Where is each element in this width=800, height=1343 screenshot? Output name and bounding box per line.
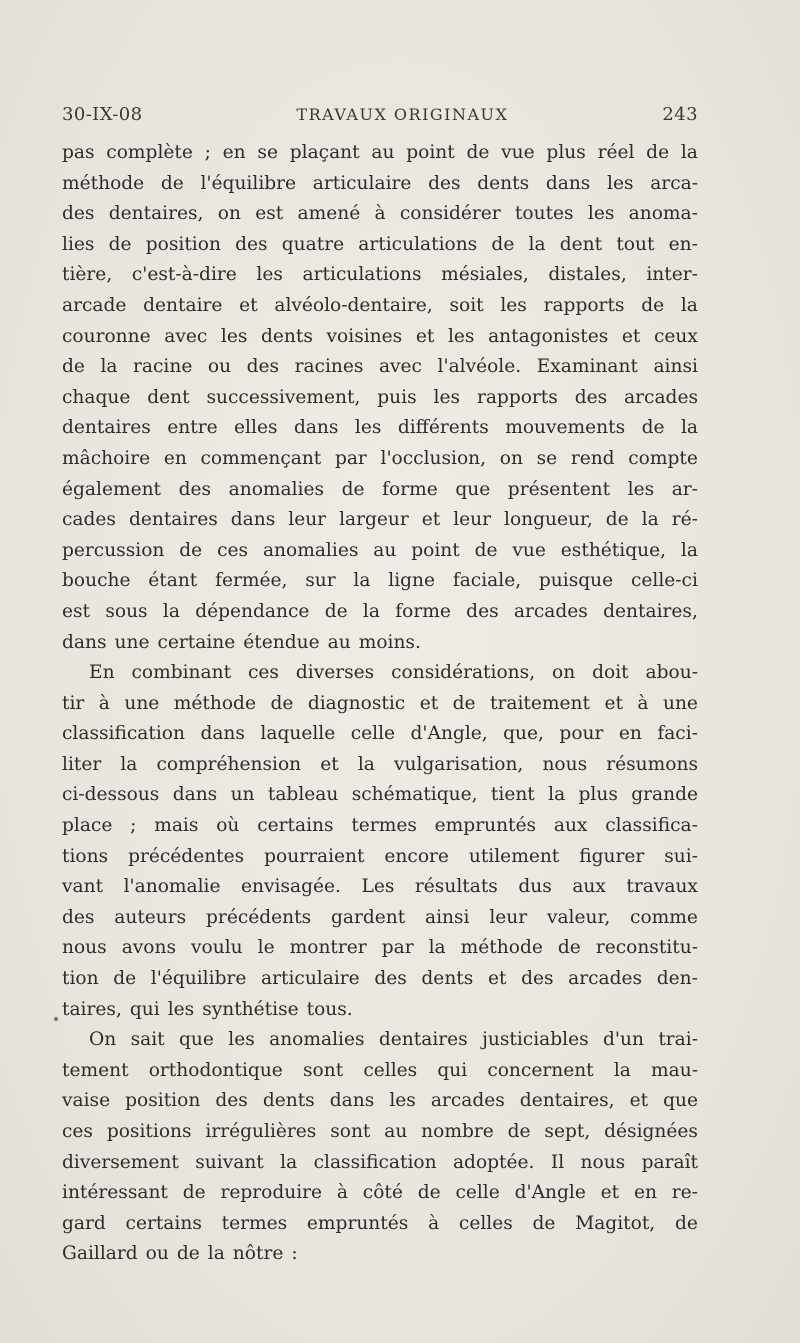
- paragraph: [62, 658, 698, 1025]
- text-line: lies de position des quatre articulations de la dent tout en-: [62, 233, 698, 255]
- text-line: tir à une méthode de diagnostic et de traitement et à une: [62, 692, 698, 714]
- text-line: arcade dentaire et alvéolo-dentaire, soit les rapports de la: [62, 294, 698, 316]
- text-line: diversement suivant la classification adoptée. Il nous paraît: [62, 1151, 698, 1173]
- text-line: En combinant ces diverses considérations, on doit abou-: [89, 662, 698, 684]
- body-text: [62, 138, 698, 1270]
- text-line: cades dentaires dans leur largeur et leur longueur, de la ré-: [62, 509, 698, 531]
- margin-speck: [54, 1017, 58, 1021]
- text-line: des auteurs précédents gardent ainsi leur valeur, comme: [62, 906, 698, 928]
- running-head: [62, 104, 698, 134]
- text-line: dans une certaine étendue au moins.: [62, 631, 421, 653]
- text-line: ci-dessous dans un tableau schématique, tient la plus grande: [62, 784, 698, 806]
- text-line: est sous la dépendance de la forme des arcades dentaires,: [62, 600, 698, 622]
- text-line: également des anomalies de forme que présentent les ar-: [62, 478, 698, 500]
- text-line: chaque dent successivement, puis les rapports des arcades: [62, 386, 698, 408]
- text-line: gard certains termes empruntés à celles de Magitot, de: [62, 1212, 698, 1234]
- text-line: tière, c'est-à-dire les articulations mésiales, distales, inter-: [62, 264, 698, 286]
- text-line: méthode de l'équilibre articulaire des dents dans les arca-: [62, 172, 698, 194]
- text-line: classification dans laquelle celle d'Angle, que, pour en faci-: [62, 723, 698, 745]
- text-line: bouche étant fermée, sur la ligne faciale, puisque celle-ci: [62, 570, 698, 592]
- text-line: taires, qui les synthétise tous.: [62, 998, 353, 1020]
- header-section-title: TRAVAUX ORIGINAUX: [296, 105, 509, 124]
- text-line: couronne avec les dents voisines et les antagonistes et ceux: [62, 325, 698, 347]
- text-line: On sait que les anomalies dentaires justiciables d'un trai-: [89, 1029, 698, 1051]
- text-line: vaise position des dents dans les arcades dentaires, et que: [62, 1090, 698, 1112]
- text-line: mâchoire en commençant par l'occlusion, on se rend compte: [62, 447, 698, 469]
- header-date: 30-IX-08: [62, 104, 143, 125]
- text-line: liter la compréhension et la vulgarisation, nous résumons: [62, 753, 698, 775]
- paragraph: [62, 138, 698, 658]
- text-line: dentaires entre elles dans les différents mouvements de la: [62, 417, 698, 439]
- paragraph: [62, 1025, 698, 1270]
- text-line: percussion de ces anomalies au point de vue esthétique, la: [62, 539, 698, 561]
- text-line: tement orthodontique sont celles qui concernent la mau-: [62, 1059, 698, 1081]
- text-line: place ; mais où certains termes empruntés aux classifica-: [62, 815, 698, 837]
- book-page: [62, 104, 698, 1270]
- text-line: ces positions irrégulières sont au nombre de sept, désignées: [62, 1121, 698, 1142]
- text-line: vant l'anomalie envisagée. Les résultats dus aux travaux: [62, 876, 698, 898]
- text-line: Gaillard ou de la nôtre :: [62, 1243, 298, 1265]
- header-page-number: 243: [662, 104, 698, 125]
- text-line: tion de l'équilibre articulaire des dents et des arcades den-: [62, 968, 698, 990]
- text-line: des dentaires, on est amené à considérer toutes les anoma-: [62, 203, 698, 225]
- text-line: nous avons voulu le montrer par la méthode de reconstitu-: [62, 937, 698, 959]
- text-line: de la racine ou des racines avec l'alvéole. Examinant ainsi: [62, 356, 698, 378]
- text-line: tions précédentes pourraient encore utilement figurer sui-: [62, 845, 698, 867]
- text-line: intéressant de reproduire à côté de celle d'Angle et en re-: [62, 1182, 698, 1204]
- text-line: pas complète ; en se plaçant au point de vue plus réel de la: [62, 142, 698, 163]
